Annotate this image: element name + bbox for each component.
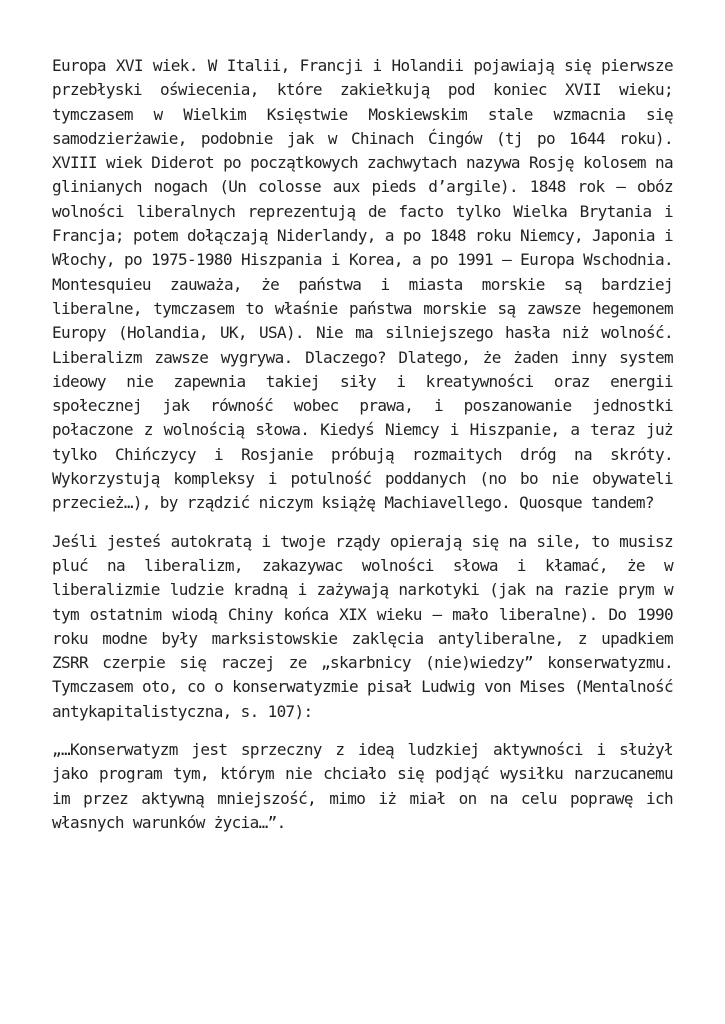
paragraph-autocracy: Jeśli jesteś autokratą i twoje rządy opierają się na sile, to musisz pluć na liberalizm, zakazywac wolności słowa i kłamać, że w liberalizmie ludzie kradną i zażywają narkotyki (jak na razie prym w tym ostatnim wiodą Chiny końca XIX wieku – mało liberalne). Do 1990 roku modne były marksistowskie zaklęcia antyliberalne, z upadkiem ZSRR czerpie się raczej ze „skarbnicy (nie)wiedzy” konserwatyzmu. Tymczasem oto, co o konserwatyzmie pisał Ludwig von Mises (Mentalność antykapitalistyczna, s. 107): [52, 531, 673, 721]
paragraph-quote: „…Konserwatyzm jest sprzeczny z ideą ludzkiej aktywności i służył jako program tym, którym nie chciało się podjąć wysiłku narzucanemu im przez aktywną mniejszość, mimo iż miał on na celu poprawę ich własnych warunków życia…”. [52, 740, 673, 832]
paragraph-history: Europa XVI wiek. W Italii, Francji i Holandii pojawiają się pierwsze przebłyski oświecenia, które zakiełkują pod koniec XVII wieku; tymczasem w Wielkim Księstwie Moskiewskim stale wzmacnia się samodzierżawie, podobnie jak w Chinach Ćingów (tj po 1644 roku). XVIII wiek Diderot po początkowych zachwytach nazywa Rosję kolosem na glinianych nogach (Un colosse aux pieds d’argile). 1848 rok – obóz wolności liberalnych reprezentują de facto tylko Wielka Brytania i Francja; potem dołączają Niderlandy, a po 1848 roku Niemcy, Japonia i Włochy, po 1975-1980 Hiszpania i Korea, a po 1991 – Europa Wschodnia. Montesquieu zauważa, że państwa i miasta morskie są bardziej liberalne, tymczasem to właśnie państwa morskie są zawsze hegemonem Europy (Holandia, UK, USA). Nie ma silniejszego hasła niż wolność. Liberalizm zawsze wygrywa. Dlaczego? Dlatego, że żaden inny system ideowy nie zapewnia takiej siły i kreatywności oraz energii społecznej jak równość wobec prawa, i poszanowanie jednostki połaczone z wolnością słowa. Kiedyś Niemcy i Hiszpanie, a teraz już tylko Chińczycy i Rosjanie próbują rozmaitych dróg na skróty. Wykorzystują kompleksy i potulność poddanych (no bo nie obywateli przecież…), by rządzić niczym książę Machiavellego. Quosque tandem? [52, 56, 673, 513]
document-body [52, 54, 673, 849]
